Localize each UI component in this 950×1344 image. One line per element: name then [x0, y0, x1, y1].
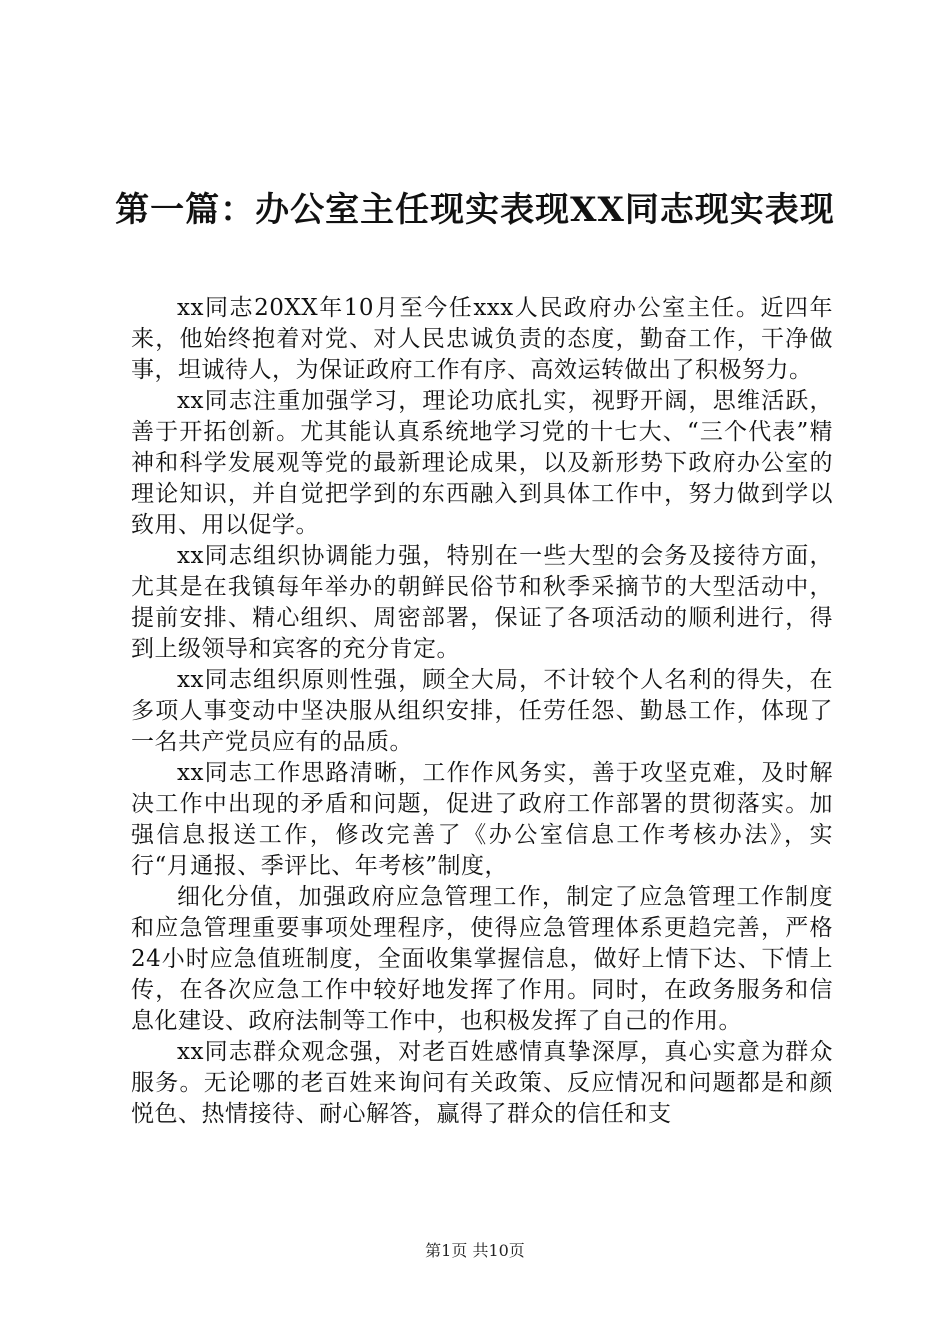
paragraph: 细化分值，加强政府应急管理工作，制定了应急管理工作制度和应急管理重要事项处理程序，使得应急管理体系更趋完善，严格24小时应急值班制度，全面收集掌握信息，做好上情下达、下情上传，在各次应急工作中较好地发挥了作用。同时，在政务服务和信息化建设、政府法制等工作中，也积极发挥了自己的作用。 — [131, 884, 833, 1034]
paragraph: xx同志工作思路清晰，工作作风务实，善于攻坚克难，及时解决工作中出现的矛盾和问题，促进了政府工作部署的贯彻落实。加强信息报送工作，修改完善了《办公室信息工作考核办法》，实行“月通报、季评比、年考核”制度， — [131, 760, 833, 879]
paragraph: xx同志组织原则性强，顾全大局，不计较个人名利的得失，在多项人事变动中坚决服从组织安排，任劳任怨、勤恳工作，体现了一名共产党员应有的品质。 — [131, 667, 833, 755]
paragraph: xx同志组织协调能力强，特别在一些大型的会务及接待方面，尤其是在我镇每年举办的朝鲜民俗节和秋季采摘节的大型活动中，提前安排、精心组织、周密部署，保证了各项活动的顺利进行，得到上级领导和宾客的充分肯定。 — [131, 543, 833, 662]
page-footer: 第1页 共10页 — [425, 1241, 525, 1260]
paragraph: xx同志注重加强学习，理论功底扎实，视野开阔，思维活跃，善于开拓创新。尤其能认真系统地学习党的十七大、“三个代表”精神和科学发展观等党的最新理论成果，以及新形势下政府办公室的理论知识，并自觉把学到的东西融入到具体工作中，努力做到学以致用、用以促学。 — [131, 388, 833, 538]
paragraph: xx同志20XX年10月至今任xxx人民政府办公室主任。近四年来，他始终抱着对党、对人民忠诚负责的态度，勤奋工作，干净做事，坦诚待人，为保证政府工作有序、高效运转做出了积极努力。 — [131, 295, 833, 383]
document-body — [131, 293, 833, 1130]
document-title: 第一篇：办公室主任现实表现XX同志现实表现 — [115, 189, 835, 230]
paragraph: xx同志群众观念强，对老百姓感情真挚深厚，真心实意为群众服务。无论哪的老百姓来询问有关政策、反应情况和问题都是和颜悦色、热情接待、耐心解答，赢得了群众的信任和支 — [131, 1039, 833, 1127]
